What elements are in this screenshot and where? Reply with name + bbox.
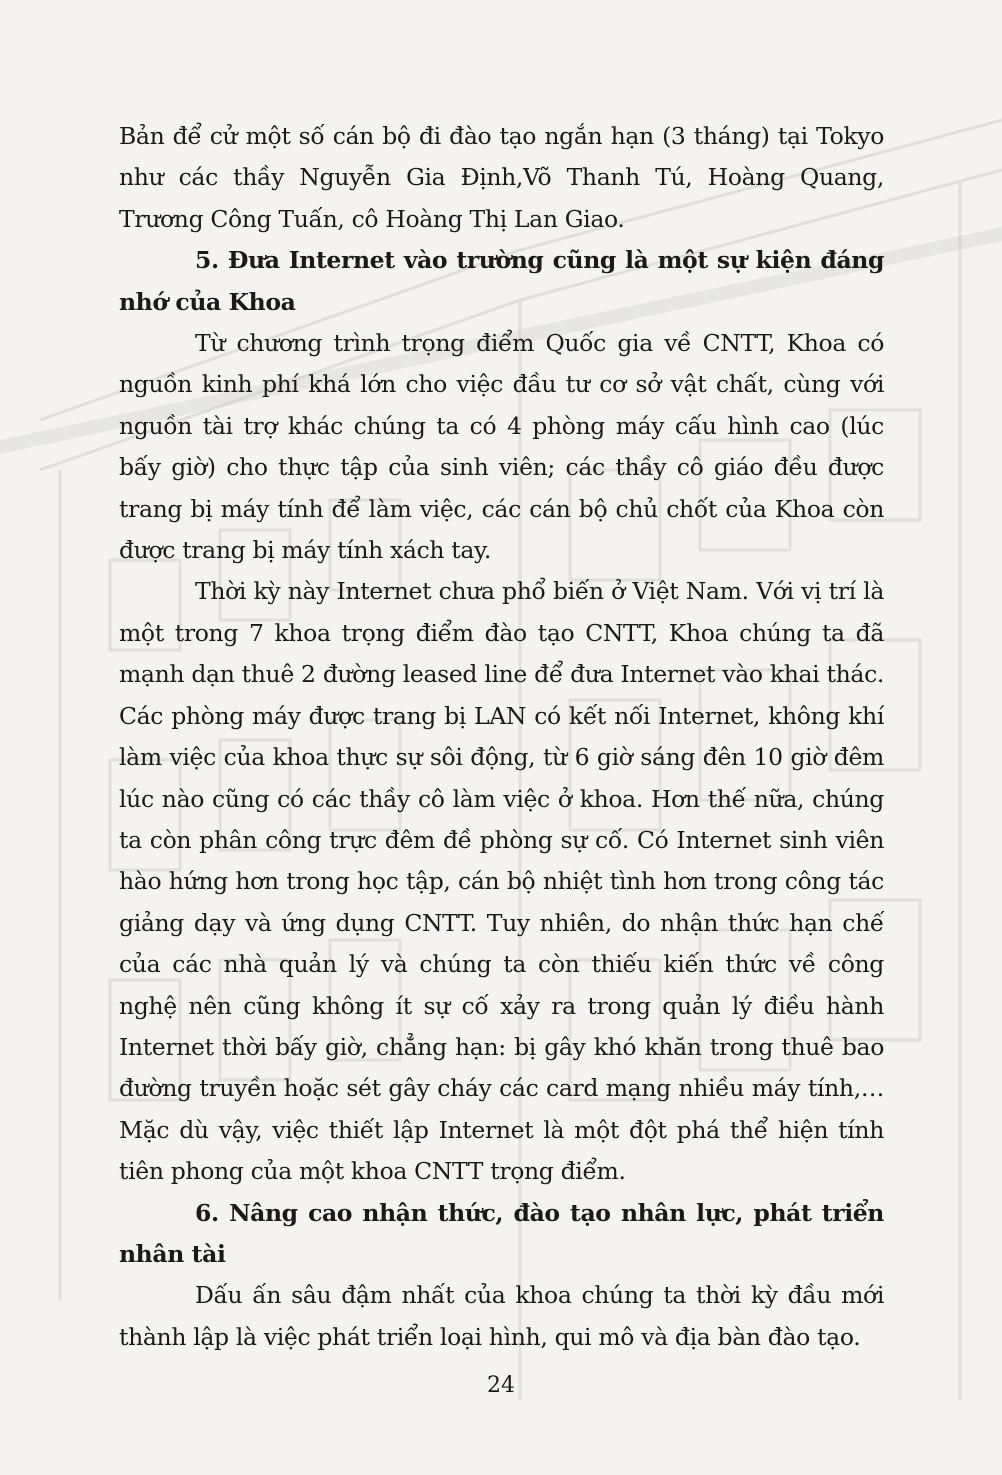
paragraph-section-5-1: Từ chương trình trọng điểm Quốc gia về CNTT, Khoa có nguồn kinh phí khá lớn cho việc đầu tư cơ sở vật chất, cùng với nguồn tài trợ khác chúng ta có 4 phòng máy cấu hình cao (lúc bấy giờ) cho thực tập của sinh viên; các thầy cô giáo đều được trang bị máy tính để làm việc, các cán bộ chủ chốt của Khoa còn được trang bị máy tính xách tay. [119,329,884,565]
page-body [119,116,884,1358]
paragraph-continuation: Bản để cử một số cán bộ đi đào tạo ngắn hạn (3 tháng) tại Tokyo như các thầy Nguyễn Gia Định,Võ Thanh Tú, Hoàng Quang, Trương Công Tuấn, cô Hoàng Thị Lan Giao. [119,122,884,233]
paragraph-section-6-1: Dấu ấn sâu đậm nhất của khoa chúng ta thời kỳ đầu mới thành lập là việc phát triển loại hình, qui mô và địa bàn đào tạo. [119,1281,884,1351]
paragraph-section-5-2: Thời kỳ này Internet chưa phổ biến ở Việt Nam. Với vị trí là một trong 7 khoa trọng điểm đào tạo CNTT, Khoa chúng ta đã mạnh dạn thuê 2 đường leased line để đưa Internet vào khai thác. Các phòng máy được trang bị LAN có kết nối Internet, không khí làm việc của khoa thực sự sôi động, từ 6 giờ sáng đên 10 giờ đêm lúc nào cũng có các thầy cô làm việc ở khoa. Hơn thế nữa, chúng ta còn phân công trực đêm đề phòng sự cố. Có Internet sinh viên hào hứng hơn trong học tập, cán bộ nhiệt tình hơn trong công tác giảng dạy và ứng dụng CNTT. Tuy nhiên, do nhận thức hạn chế của các nhà quản lý và chúng ta còn thiếu kiến thức về công nghệ nên cũng không ít sự cố xảy ra trong quản lý điều hành Internet thời bấy giờ, chẳng hạn: bị gây khó khăn trong thuê bao đường truyền hoặc sét gây cháy các card mạng nhiều máy tính,…Mặc dù vậy, việc thiết lập Internet là một đột phá thể hiện tính tiên phong của một khoa CNTT trọng điểm. [119,577,884,1186]
section-heading-6: 6. Nâng cao nhận thức, đào tạo nhân lực, phát triển nhân tài [119,1198,884,1268]
page-number: 24 [487,1373,515,1398]
section-heading-5: 5. Đưa Internet vào trường cũng là một sự kiện đáng nhớ của Khoa [119,246,884,316]
